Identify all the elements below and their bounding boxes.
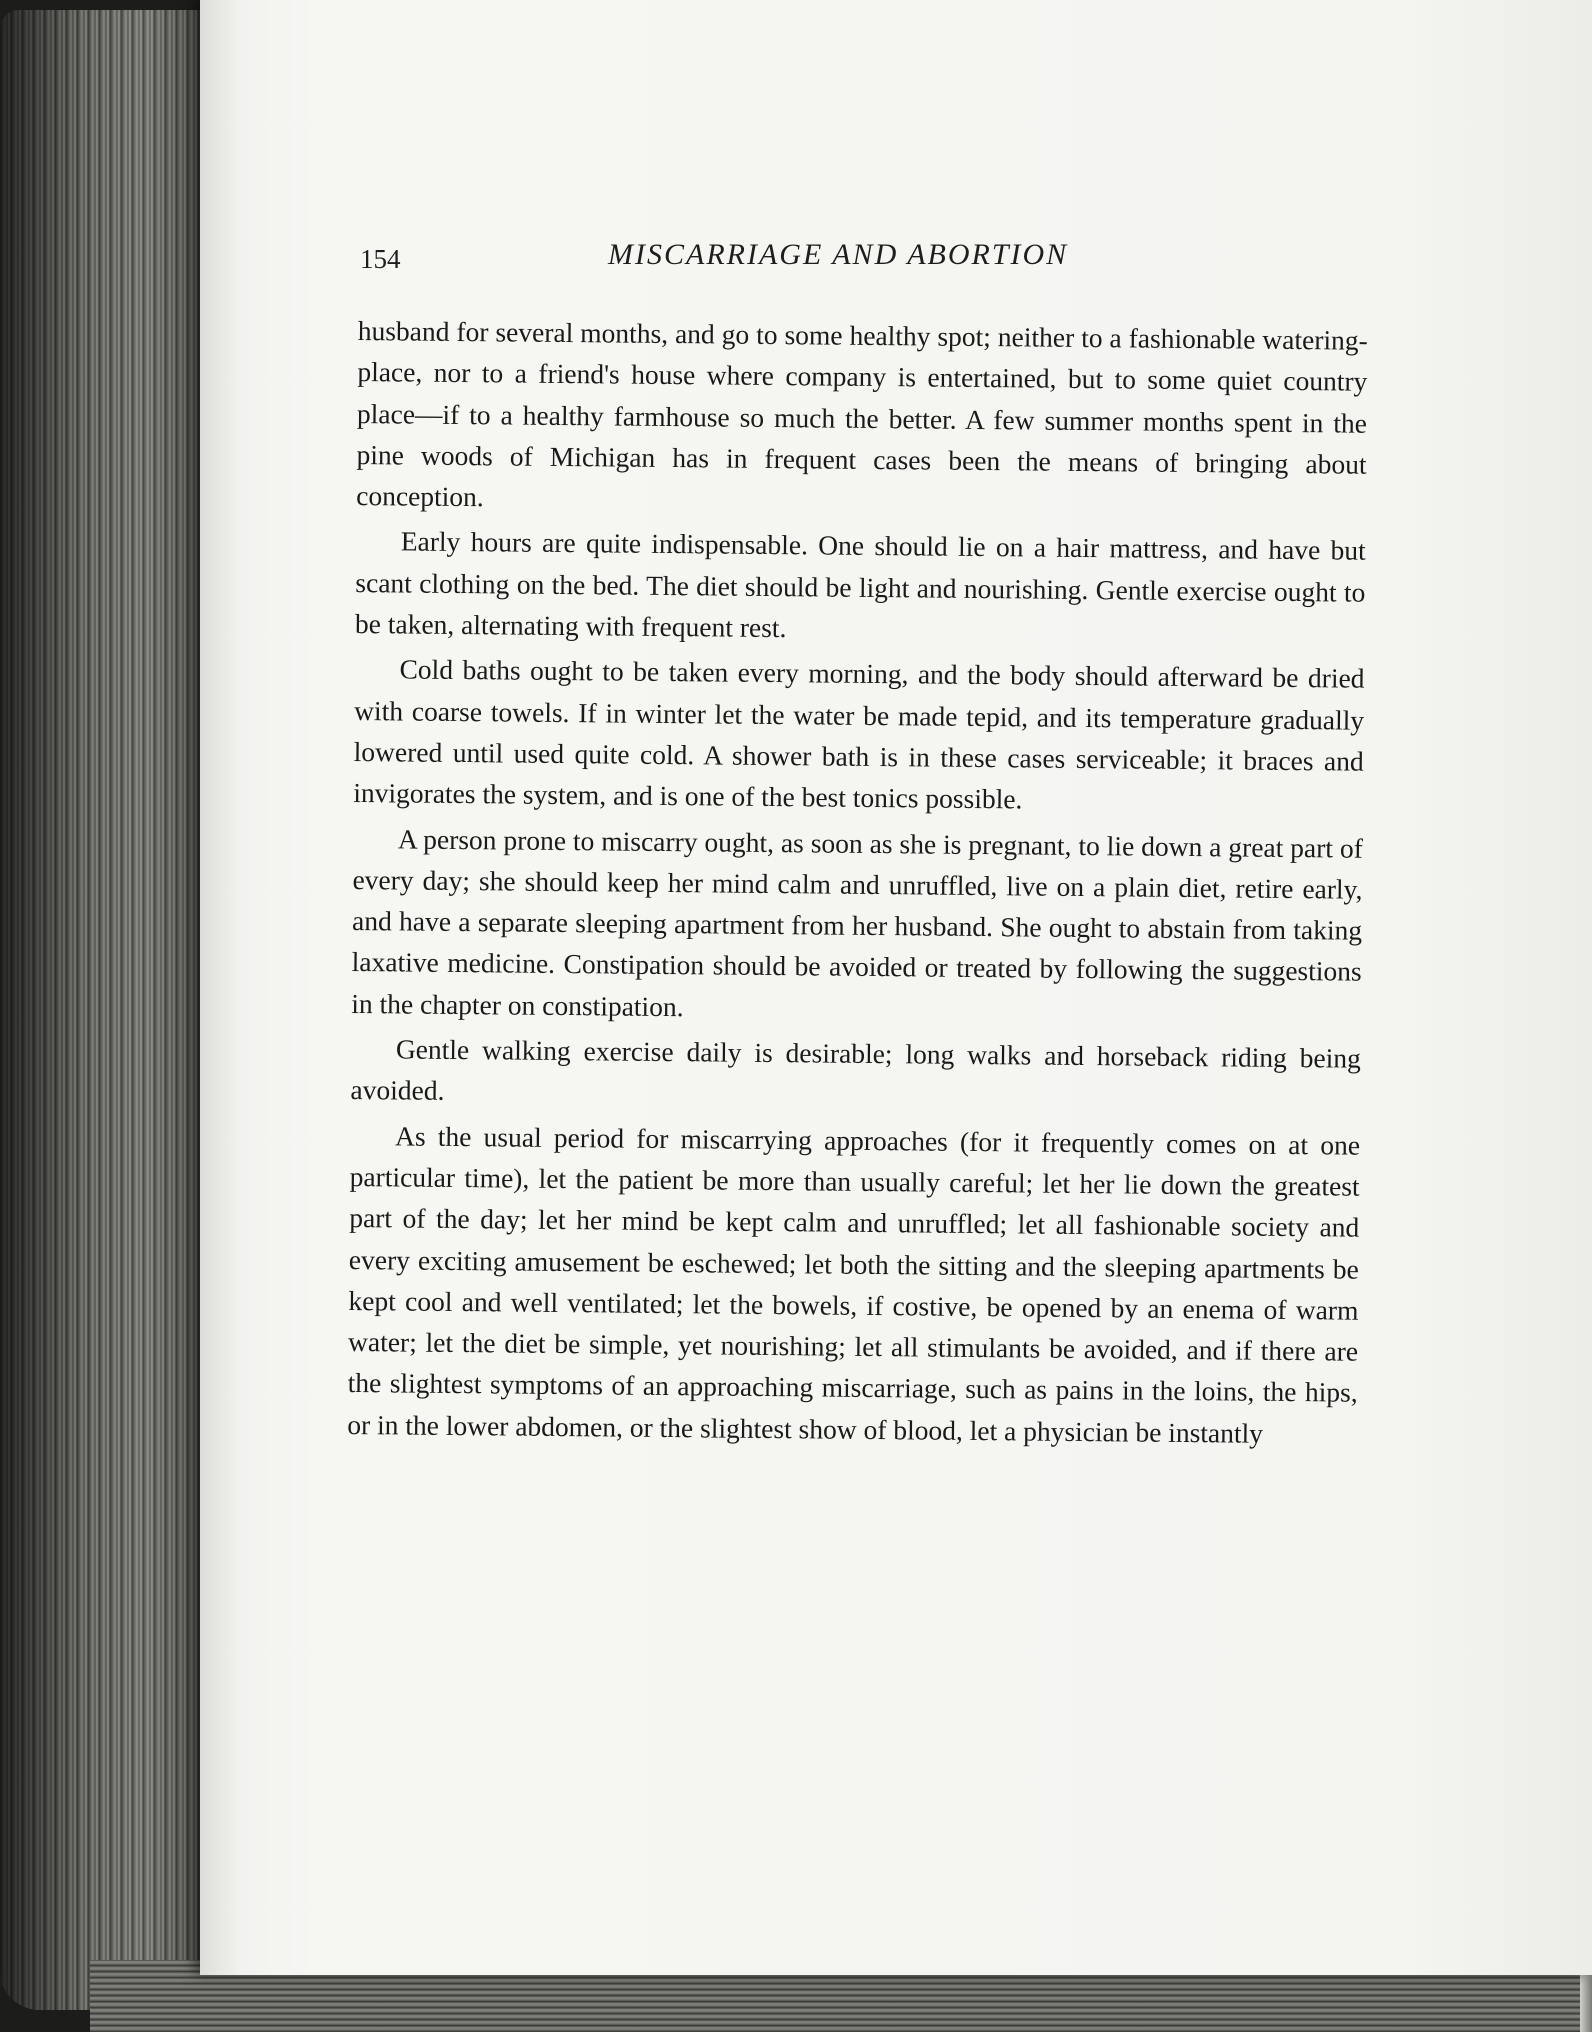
page-header [360,238,1120,288]
page-number: 154 [360,244,401,274]
running-head: MISCARRIAGE AND ABORTION [608,238,1069,271]
body-text [347,310,1368,1455]
paragraph-continuation: husband for several months, and go to some healthy spot; neither to a fashionable watering-place, nor to a friend's house where company is entertained, but to some quiet country place—if to a healthy farmhouse so much the better. A few summer months spent in the pine woods of Michigan has in frequent cases been the means of bringing about conception. [356,314,1368,513]
page-edges-shadow [0,10,210,2010]
paragraph-early-hours: Early hours are quite indispensable. One should lie on a hair mattress, and have but scant clothing on the bed. The diet should be light and nourishing. Gentle exercise ought to be taken, alternating with frequent rest. [354,525,1366,644]
paragraph-walking-exercise: Gentle walking exercise daily is desirable; long walks and horseback riding being avoided. [350,1033,1362,1107]
paragraph-prone-to-miscarry: A person prone to miscarry ought, as soon as she is pregnant, to lie down a great part of every day; she should keep her mind calm and unruffled, live on a plain diet, retire early, and have a separate sleeping apartment from her husband. She ought to abstain from taking laxative medicine. Constipation should be avoided or treated by following the suggestions in the chapter on constipation. [351,822,1364,1022]
paragraph-cold-baths: Cold baths ought to be taken every morning, and the body should afterward be dried with coarse towels. If in winter let the water be made tepid, and its temperature gradually lowered until used quite cold. A shower bath is in these cases serviceable; it braces and invigorates the system, and is one of the best tonics possible. [353,653,1365,815]
paragraph-usual-period: As the usual period for miscarrying approaches (for it frequently comes on at one particular time), let the patient be more than usually careful; let her lie down the greatest part of the day; let her mind be kept calm and unruffled; let all fashionable society and every exciting amusement be eschewed; let both the sitting and the sleeping apartments be kept cool and well ventilated; let the bowels, if costive, be opened by an enema of warm water; let the diet be simple, yet nourishing; let all stimulants be avoided, and if there are the slightest symptoms of an approaching miscarriage, such as pains in the loins, the hips, or in the lower abdomen, or the slightest show of blood, let a physician be instantly [347,1120,1361,1449]
